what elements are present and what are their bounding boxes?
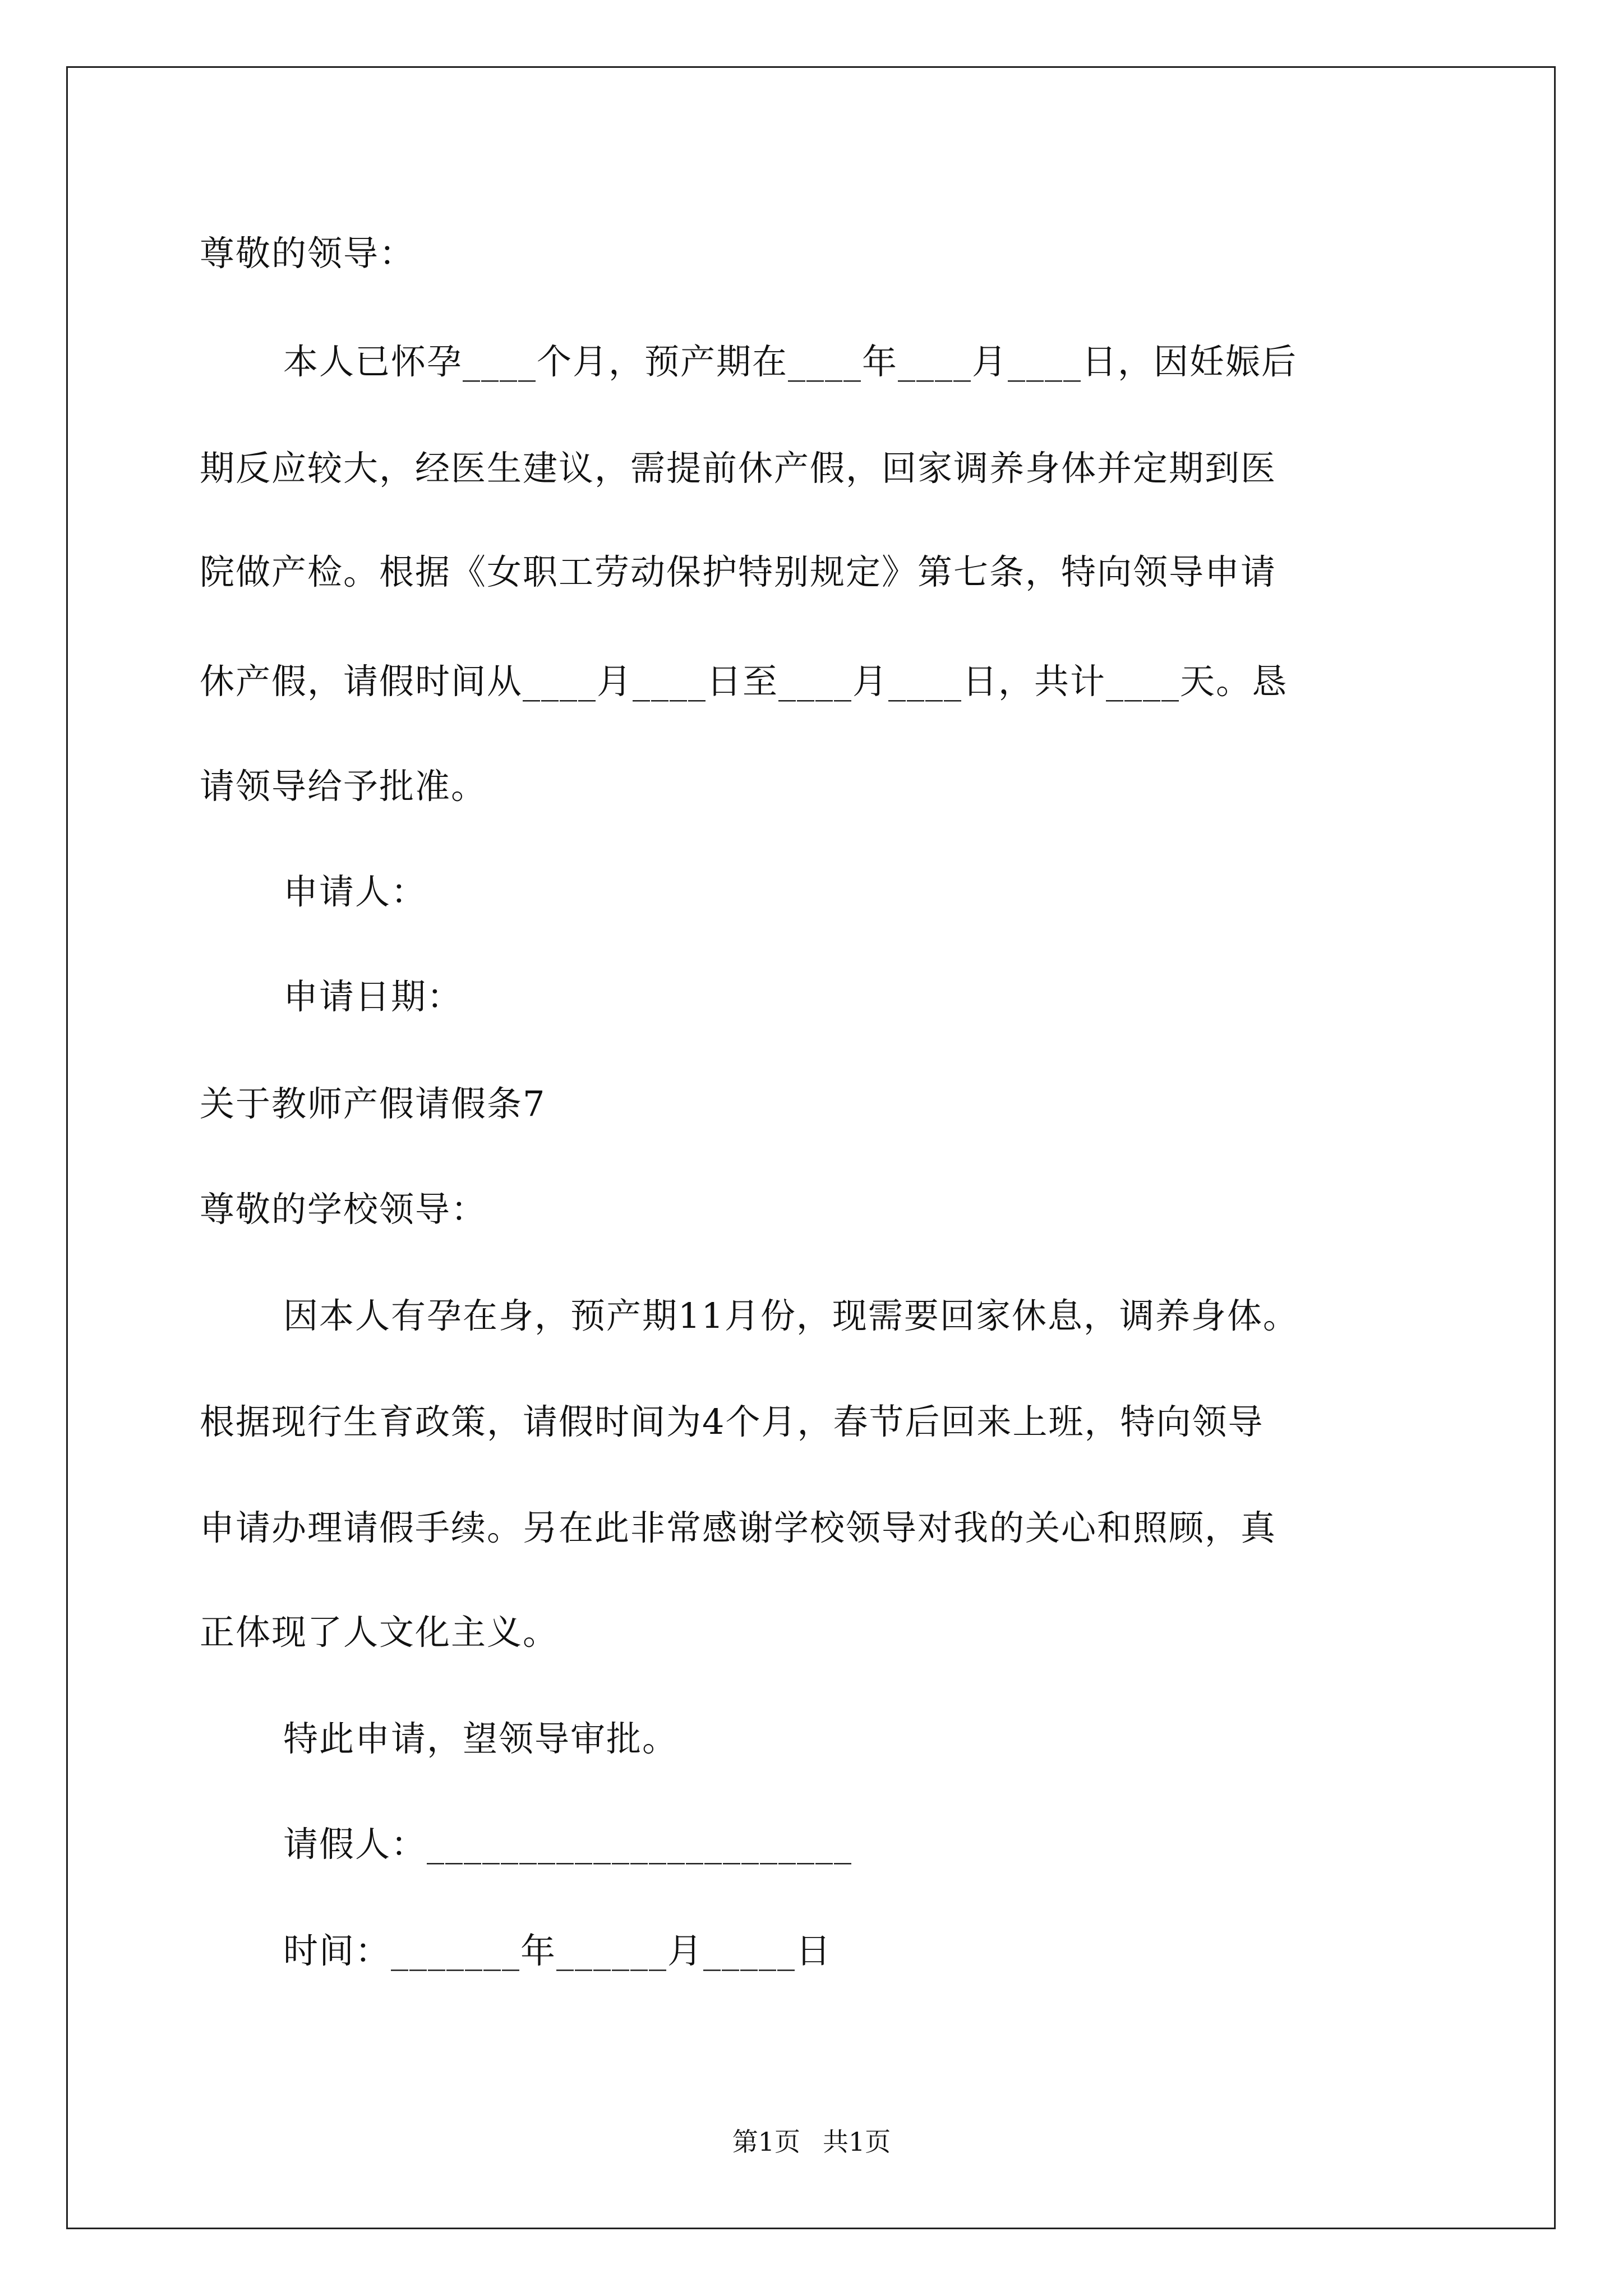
letter1-body-line: 院做产检。根据《女职工劳动保护特别规定》第七条，特向领导申请 — [200, 551, 1277, 592]
footer-page-total: 共1页 — [823, 2127, 891, 2157]
letter1-body-line: 本人已怀孕____个月，预产期在____年____月____日，因妊娠后 — [283, 341, 1298, 382]
letter1-applicant-label: 申请人： — [283, 871, 427, 912]
page-footer — [0, 2125, 1623, 2159]
page-border — [66, 66, 1556, 2229]
letter2-time-line: 时间：_______年______月_____日 — [283, 1930, 832, 1971]
footer-page-current: 第1页 — [732, 2127, 800, 2157]
letter2-body-line: 根据现行生育政策，请假时间为4个月，春节后回来上班，特向领导 — [200, 1401, 1264, 1442]
letter1-body-line: 休产假，请假时间从____月____日至____月____日，共计____天。恳 — [200, 661, 1288, 702]
letter1-body-line: 期反应较大，经医生建议，需提前休产假，回家调养身体并定期到医 — [200, 448, 1277, 489]
letter2-body-line: 申请办理请假手续。另在此非常感谢学校领导对我的关心和照顾，真 — [200, 1507, 1277, 1548]
letter1-date-label: 申请日期： — [283, 976, 463, 1017]
letter2-body-line: 正体现了人文化主义。 — [200, 1612, 559, 1653]
letter1-body-line: 请领导给予批准。 — [200, 766, 487, 807]
letter2-closing: 特此申请，望领导审批。 — [283, 1718, 679, 1759]
letter2-signature-line: 请假人：_______________________ — [283, 1824, 853, 1865]
letter2-body-line: 因本人有孕在身，预产期11月份，现需要回家休息，调养身体。 — [283, 1295, 1299, 1336]
letter1-salutation: 尊敬的领导： — [200, 233, 416, 274]
section-title: 关于教师产假请假条7 — [200, 1083, 546, 1124]
letter2-salutation: 尊敬的学校领导： — [200, 1189, 487, 1230]
